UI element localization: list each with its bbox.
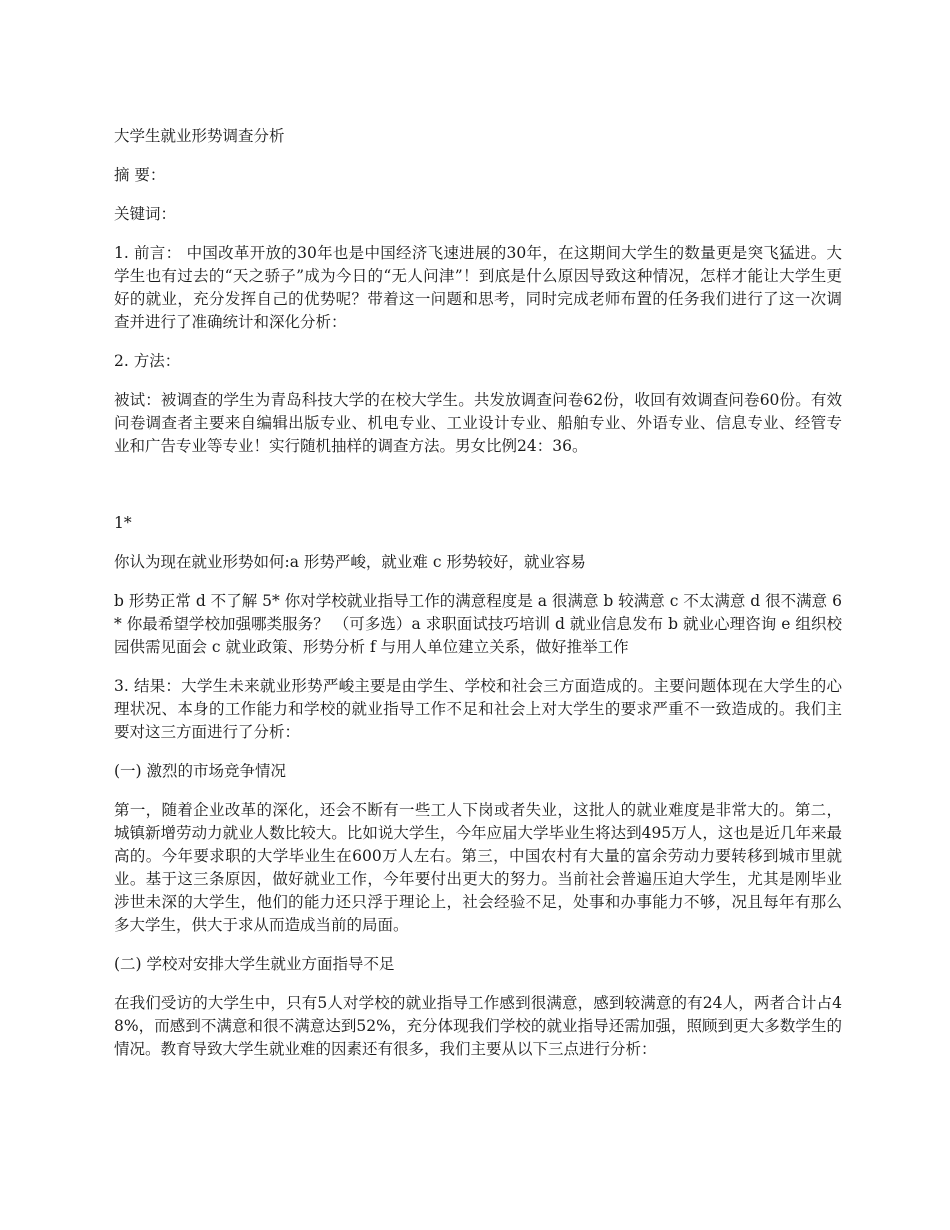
results-paragraph: 3. 结果：大学生未来就业形势严峻主要是由学生、学校和社会三方面造成的。主要问题体现在大学生的心理状况、本身的工作能力和学校的就业指导工作不足和社会上对大学生的要求严重不一致造成的。我们主要对这三方面进行了分析： (114, 677, 842, 741)
section-2-body: 在我们受访的大学生中，只有5人对学校的就业指导工作感到很满意，感到较满意的有24人，两者合计占48%，而感到不满意和很不满意达到52%，充分体现我们学校的就业指导还需加强，照顾到更大多数学生的情况。教育导致大学生就业难的因素还有很多，我们主要从以下三点进行分析： (114, 994, 842, 1058)
document-title: 大学生就业形势调查分析 (114, 127, 285, 145)
intro-paragraph: 1. 前言： 中国改革开放的30年也是中国经济飞速进展的30年，在这期间大学生的数量更是突飞猛进。大学生也有过去的“天之骄子”成为今日的“无人问津”！到底是什么原因导致这种情况，怎样才能让大学生更好的就业，充分发挥自己的优势呢？带着这一问题和思考，同时完成老师布置的任务我们进行了这一次调查并进行了准确统计和深化分析： (114, 244, 842, 331)
questions-continued: b 形势正常 d 不了解 5* 你对学校就业指导工作的满意程度是 a 很满意 b 较满意 c 不太满意 d 很不满意 6* 你最希望学校加强哪类服务？ （可多选）a 求职面试技巧培训 d 就业信息发布 b 就业心理咨询 e 组织校园供需见面会 c 就业政策、形势分析 f 与用人单位建立关系，做好推举工作 (114, 592, 842, 656)
method-heading: 2. 方法： (114, 352, 181, 370)
abstract-label: 摘 要： (114, 166, 166, 184)
section-1-heading: (一) 激烈的市场竞争情况 (114, 762, 287, 780)
section-1-body: 第一，随着企业改革的深化，还会不断有一些工人下岗或者失业，这批人的就业难度是非常大的。第二，城镇新增劳动力就业人数比较大。比如说大学生，今年应届大学毕业生将达到495万人，这也是近几年来最高的。今年要求职的大学毕业生在600万人左右。第三，中国农村有大量的富余劳动力要转移到城市里就业。基于这三条原因，做好就业工作，今年要付出更大的努力。当前社会普遍压迫大学生，尤其是刚毕业涉世未深的大学生，他们的能力还只浮于理论上，社会经验不足，处事和办事能力不够，况且每年有那么多大学生，供大于求从而造成当前的局面。 (114, 801, 842, 934)
question-number: 1* (114, 514, 132, 532)
section-2-heading: (二) 学校对安排大学生就业方面指导不足 (114, 955, 395, 973)
document-page (114, 125, 842, 1077)
spacer (114, 474, 842, 512)
question-1-text: 你认为现在就业形势如何:a 形势严峻，就业难 c 形势较好，就业容易 (114, 553, 586, 571)
keywords-label: 关键词： (114, 205, 177, 223)
subjects-paragraph: 被试：被调查的学生为青岛科技大学的在校大学生。共发放调查问卷62份，收回有效调查问卷60份。有效问卷调查者主要来自编辑出版专业、机电专业、工业设计专业、船舶专业、外语专业、信息专业、经管专业和广告专业等专业！实行随机抽样的调查方法。男女比例24：36。 (114, 391, 842, 455)
